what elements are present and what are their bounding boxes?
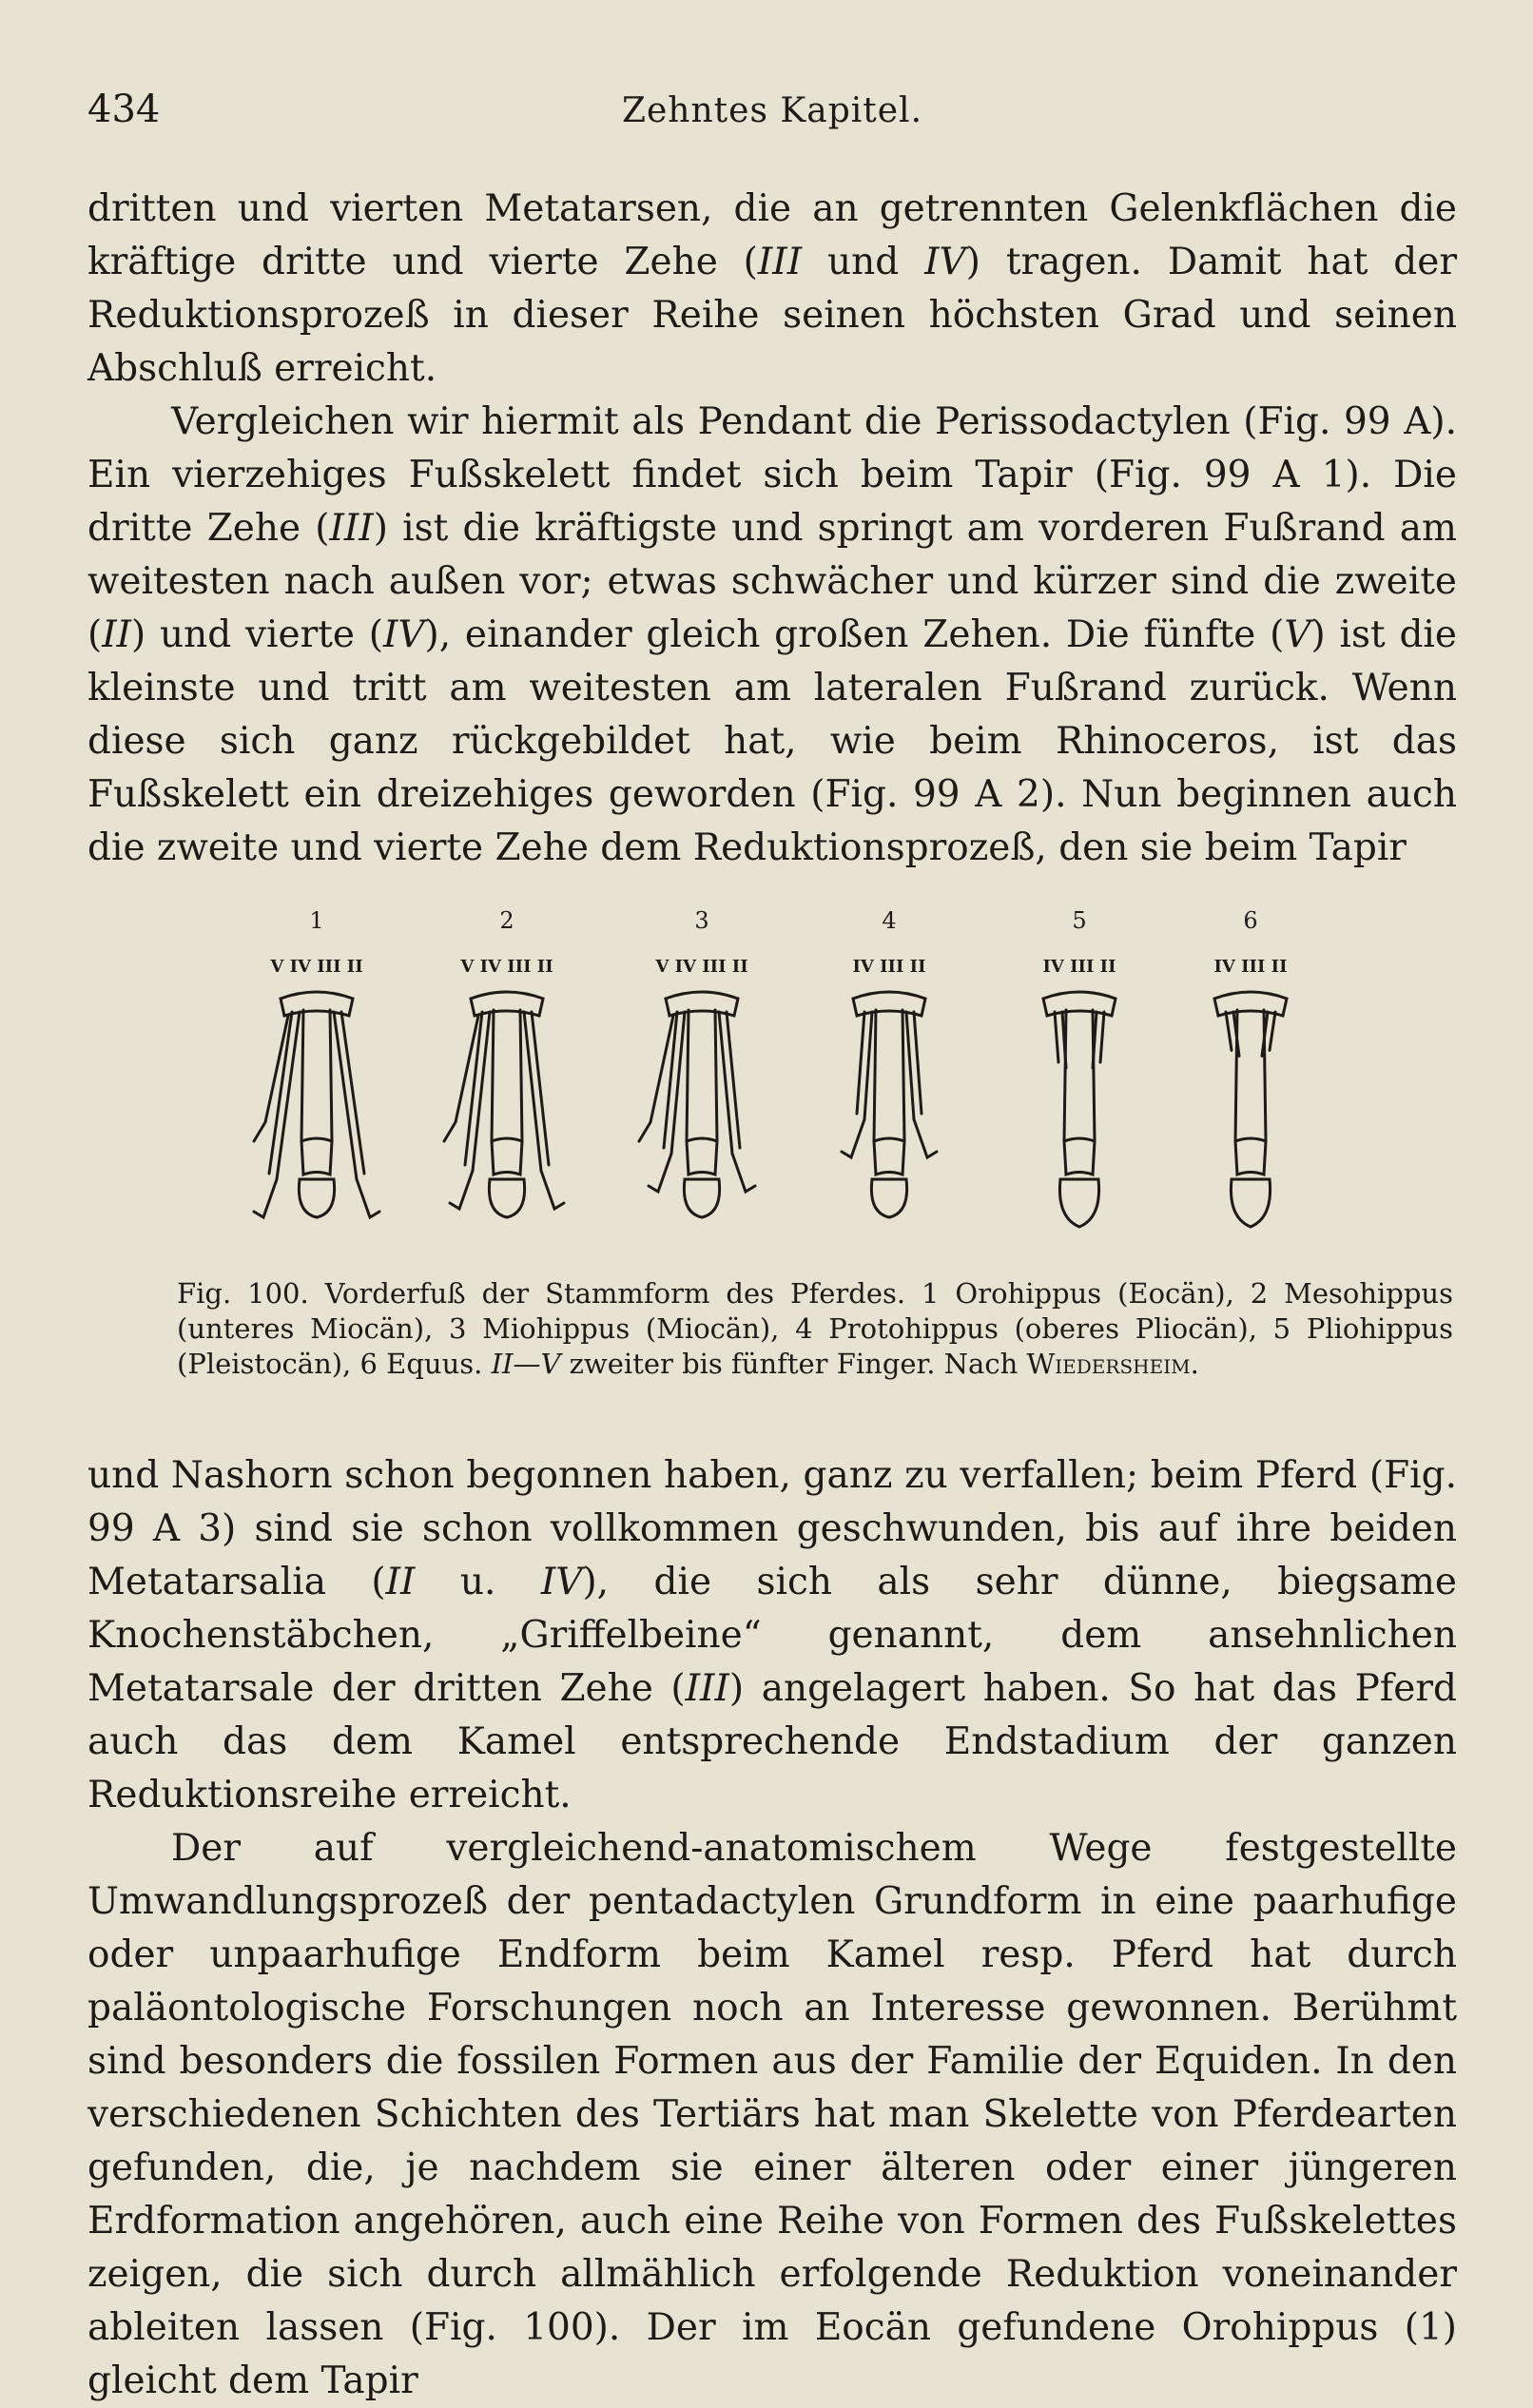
- foot-number: 1: [309, 907, 324, 934]
- text-block-bottom: [87, 1449, 1457, 2408]
- foot-skeleton-6: [1213, 907, 1287, 1227]
- toe-labels: IV III II: [852, 957, 926, 977]
- paragraph-3: und Nashorn schon begonnen haben, ganz zu verfallen; beim Pferd (Fig. 99 A 3) sind sie schon vollkommen geschwunden, bis auf ihre beiden Metatarsalia (II u. IV), die sich als sehr dünne, biegsame Knochenstäbchen, „Griffelbeine“ genannt, dem ansehnlichen Metatarsale der dritten Zehe (III) angelagert haben. So hat das Pferd auch das dem Kamel entsprechende Endstadium der ganzen Reduktionsreihe erreicht.: [87, 1454, 1457, 1816]
- foot-skeleton-5: [1042, 907, 1116, 1227]
- toe-labels: V IV III II: [655, 957, 748, 977]
- foot-number: 6: [1243, 907, 1258, 934]
- foot-number: 2: [499, 907, 514, 934]
- toe-labels: V IV III II: [270, 957, 363, 977]
- paragraph-2: Vergleichen wir hiermit als Pendant die Perissodactylen (Fig. 99 A). Ein vierzehiges Fußskelett findet sich beim Tapir (Fig. 99 A 1). Die dritte Zehe (III) ist die kräftigste und springt am vorderen Fußrand am weitesten nach außen vor; etwas schwächer und kürzer sind die zweite (II) und vierte (IV), einander gleich großen Zehen. Die fünfte (V) ist die kleinste und tritt am weitesten am lateralen Fußrand zurück. Wenn diese sich ganz rückgebildet hat, wie beim Rhinoceros, ist das Fußskelett ein dreizehiges geworden (Fig. 99 A 2). Nun beginnen auch die zweite und vierte Zehe dem Reduktionsprozeß, den sie beim Tapir: [87, 400, 1457, 869]
- figure-caption: Fig. 100. Vorderfuß der Stammform des Pferdes. 1 Orohippus (Eocän), 2 Mesohippus (unteres Miocän), 3 Miohippus (Miocän), 4 Protohippus (oberes Pliocän), 5 Pliohippus (Pleistocän), 6 Equus. II—V zweiter bis fünfter Finger. Nach Wiedersheim.: [177, 1277, 1453, 1380]
- figure-100-illustration: [219, 903, 1360, 1255]
- page-header: [87, 87, 1457, 141]
- running-title: Zehntes Kapitel.: [621, 91, 923, 130]
- foot-number: 4: [882, 907, 897, 934]
- foot-number: 5: [1072, 907, 1087, 934]
- page-number: 434: [87, 87, 161, 131]
- foot-skeleton-3: [639, 907, 755, 1217]
- toe-labels: IV III II: [1213, 957, 1288, 977]
- horse-forefoot-series-drawing: [219, 903, 1360, 1255]
- toe-labels: IV III II: [1042, 957, 1116, 977]
- toe-labels: V IV III II: [460, 957, 553, 977]
- foot-number: 3: [694, 907, 709, 934]
- foot-skeleton-4: [842, 907, 937, 1217]
- paragraph-1: dritten und vierten Metatarsen, die an getrennten Gelenkflächen die kräftige dritte und vierte Zehe (III und IV) tragen. Damit hat der Reduktionsprozeß in dieser Reihe seinen höchsten Grad und seinen Abschluß erreicht.: [87, 187, 1457, 390]
- foot-skeleton-2: [444, 907, 564, 1217]
- paragraph-4: Der auf vergleichend-anatomischem Wege festgestellte Umwandlungsprozeß der pentadactylen Grundform in eine paarhufige oder unpaarhufige Endform beim Kamel resp. Pferd hat durch paläontologische Forschungen noch an Interesse gewonnen. Berühmt sind besonders die fossilen Formen aus der Familie der Equiden. In den verschiedenen Schichten des Tertiärs hat man Skelette von Pferdearten gefunden, die, je nachdem sie einer älteren oder einer jüngeren Erdformation angehören, auch eine Reihe von Formen des Fußskelettes zeigen, die sich durch allmählich erfolgende Reduktion voneinander ableiten lassen (Fig. 100). Der im Eocän gefundene Orohippus (1) gleicht dem Tapir: [87, 1827, 1457, 2402]
- foot-skeleton-1: [254, 907, 379, 1217]
- text-block-top: [87, 183, 1457, 875]
